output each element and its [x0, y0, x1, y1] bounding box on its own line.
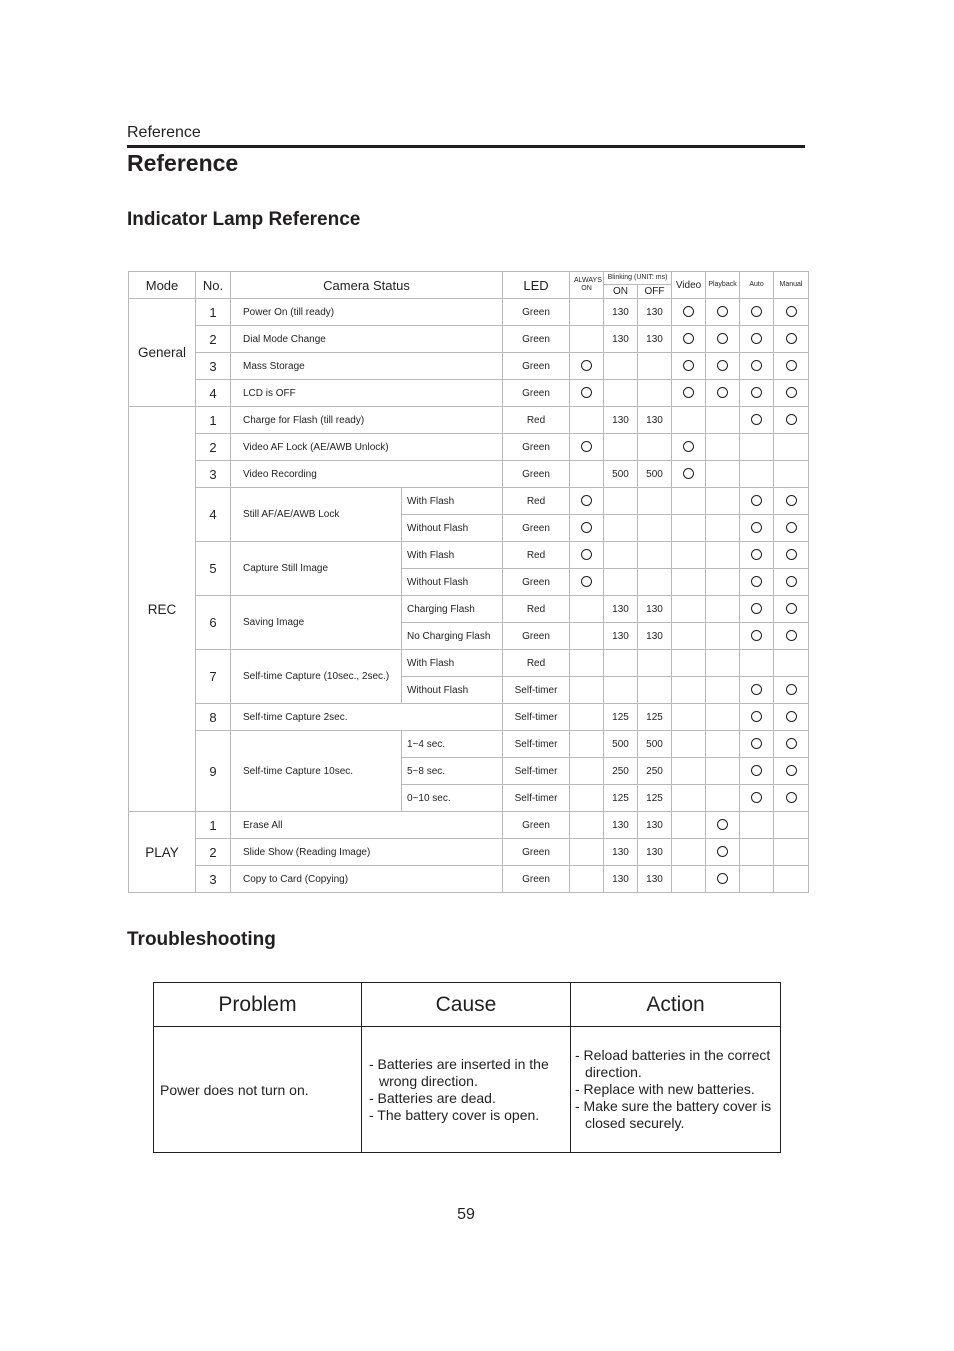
col-manual: Manual: [774, 272, 809, 299]
circle-icon: [717, 360, 728, 371]
row-led: Green: [503, 461, 570, 488]
row-no: 1: [196, 299, 231, 326]
row-led: Green: [503, 839, 570, 866]
row-led: Red: [503, 488, 570, 515]
row-no: 2: [196, 434, 231, 461]
circle-icon: [786, 576, 797, 587]
row-no: 8: [196, 704, 231, 731]
row-on: 500: [604, 461, 638, 488]
col-action: Action: [571, 983, 781, 1027]
circle-icon: [683, 387, 694, 398]
row-no: 4: [196, 380, 231, 407]
circle-icon: [786, 360, 797, 371]
circle-icon: [683, 468, 694, 479]
row-on: 130: [604, 407, 638, 434]
circle-icon: [581, 522, 592, 533]
row-no: 2: [196, 839, 231, 866]
row-on: 125: [604, 785, 638, 812]
row-status: Self-time Capture 2sec.: [231, 704, 503, 731]
circle-icon: [717, 846, 728, 857]
circle-icon: [751, 549, 762, 560]
circle-icon: [717, 306, 728, 317]
row-substatus: 0~10 sec.: [402, 785, 503, 812]
row-substatus: Without Flash: [402, 515, 503, 542]
col-auto: Auto: [740, 272, 774, 299]
circle-icon: [751, 792, 762, 803]
circle-icon: [786, 306, 797, 317]
row-status: Still AF/AE/AWB Lock: [231, 488, 402, 542]
row-status: Self-time Capture (10sec., 2sec.): [231, 650, 402, 704]
row-off: 130: [638, 596, 672, 623]
circle-icon: [683, 333, 694, 344]
circle-icon: [751, 495, 762, 506]
row-status: Charge for Flash (till ready): [231, 407, 503, 434]
circle-icon: [786, 711, 797, 722]
troubleshooting-heading: Troubleshooting: [127, 929, 276, 950]
table-row: [129, 812, 809, 839]
row-no: 1: [196, 407, 231, 434]
mode-play: PLAY: [129, 812, 196, 893]
row-led: Self-timer: [503, 731, 570, 758]
row-led: Red: [503, 407, 570, 434]
row-led: Green: [503, 353, 570, 380]
row-off: 500: [638, 731, 672, 758]
row-status: Copy to Card (Copying): [231, 866, 503, 893]
col-on: ON: [604, 285, 638, 299]
row-on: 130: [604, 812, 638, 839]
row-led: Red: [503, 650, 570, 677]
circle-icon: [786, 738, 797, 749]
circle-icon: [751, 387, 762, 398]
row-no: 4: [196, 488, 231, 542]
col-always-on: ALWAYS ON: [570, 272, 604, 299]
row-status: Slide Show (Reading Image): [231, 839, 503, 866]
circle-icon: [786, 522, 797, 533]
circle-icon: [717, 387, 728, 398]
row-on: 130: [604, 623, 638, 650]
row-no: 7: [196, 650, 231, 704]
circle-icon: [786, 684, 797, 695]
row-led: Green: [503, 434, 570, 461]
action-item: - Reload batteries in the correct direction.: [575, 1047, 771, 1080]
table-row: [129, 461, 809, 488]
row-no: 9: [196, 731, 231, 812]
row-no: 1: [196, 812, 231, 839]
circle-icon: [786, 603, 797, 614]
table-row: [129, 839, 809, 866]
running-header: Reference: [127, 124, 201, 141]
table-header-row: [129, 272, 809, 285]
indicator-heading: Indicator Lamp Reference: [127, 209, 361, 230]
mode-general: General: [129, 299, 196, 407]
row-led: Green: [503, 326, 570, 353]
row-off: 130: [638, 839, 672, 866]
circle-icon: [751, 684, 762, 695]
circle-icon: [581, 495, 592, 506]
row-led: Green: [503, 380, 570, 407]
circle-icon: [683, 441, 694, 452]
row-status: Power On (till ready): [231, 299, 503, 326]
col-camera-status: Camera Status: [231, 272, 503, 299]
row-off: 125: [638, 704, 672, 731]
row-no: 3: [196, 866, 231, 893]
row-substatus: 1~4 sec.: [402, 731, 503, 758]
row-led: Self-timer: [503, 758, 570, 785]
action-item: - Make sure the battery cover is closed securely.: [575, 1098, 772, 1131]
row-status: Saving Image: [231, 596, 402, 650]
circle-icon: [751, 765, 762, 776]
circle-icon: [786, 414, 797, 425]
row-substatus: Without Flash: [402, 569, 503, 596]
table-row: [129, 299, 809, 326]
circle-icon: [786, 549, 797, 560]
row-substatus: No Charging Flash: [402, 623, 503, 650]
col-problem: Problem: [154, 983, 362, 1027]
circle-icon: [683, 360, 694, 371]
row-led: Green: [503, 866, 570, 893]
row-on: 130: [604, 299, 638, 326]
col-playback: Playback: [706, 272, 740, 299]
row-led: Green: [503, 299, 570, 326]
col-video: Video: [672, 272, 706, 299]
row-led: Green: [503, 515, 570, 542]
cause-cell: [362, 1027, 571, 1153]
row-no: 5: [196, 542, 231, 596]
circle-icon: [751, 576, 762, 587]
circle-icon: [786, 333, 797, 344]
circle-icon: [581, 576, 592, 587]
row-on: 130: [604, 866, 638, 893]
col-off: OFF: [638, 285, 672, 299]
row-status: Self-time Capture 10sec.: [231, 731, 402, 812]
page-number: 59: [457, 1206, 475, 1223]
cause-item: - The battery cover is open.: [369, 1106, 540, 1123]
row-on: 500: [604, 731, 638, 758]
row-status: Mass Storage: [231, 353, 503, 380]
col-mode: Mode: [129, 272, 196, 299]
row-status: Capture Still Image: [231, 542, 402, 596]
indicator-lamp-table: [128, 271, 809, 893]
col-cause: Cause: [362, 983, 571, 1027]
row-off: 130: [638, 299, 672, 326]
row-led: Self-timer: [503, 677, 570, 704]
circle-icon: [751, 306, 762, 317]
row-substatus: With Flash: [402, 542, 503, 569]
problem-cell: Power does not turn on.: [154, 1027, 362, 1153]
table-row: [129, 353, 809, 380]
row-on: 130: [604, 326, 638, 353]
circle-icon: [751, 630, 762, 641]
circle-icon: [581, 549, 592, 560]
row-substatus: With Flash: [402, 488, 503, 515]
table-row: [129, 542, 809, 569]
circle-icon: [581, 387, 592, 398]
row-on: 250: [604, 758, 638, 785]
table-row: [129, 596, 809, 623]
circle-icon: [751, 333, 762, 344]
circle-icon: [786, 765, 797, 776]
row-off: 130: [638, 326, 672, 353]
row-no: 3: [196, 461, 231, 488]
row-off: 130: [638, 812, 672, 839]
table-row: [129, 407, 809, 434]
circle-icon: [786, 495, 797, 506]
table-row: [129, 731, 809, 758]
row-status: LCD is OFF: [231, 380, 503, 407]
circle-icon: [717, 333, 728, 344]
col-no: No.: [196, 272, 231, 299]
row-substatus: 5~8 sec.: [402, 758, 503, 785]
col-blinking: Blinking (UNIT: ms): [604, 272, 672, 285]
circle-icon: [786, 387, 797, 398]
row-on: 125: [604, 704, 638, 731]
circle-icon: [581, 360, 592, 371]
cause-item: - Batteries are dead.: [369, 1089, 496, 1106]
header-rule: [127, 145, 805, 148]
circle-icon: [751, 738, 762, 749]
action-item: - Replace with new batteries.: [575, 1081, 755, 1097]
row-status: Dial Mode Change: [231, 326, 503, 353]
table-row: [129, 434, 809, 461]
circle-icon: [581, 441, 592, 452]
cause-item: - Batteries are inserted in the wrong direction.: [369, 1055, 549, 1089]
row-on: 130: [604, 839, 638, 866]
table-row: [129, 866, 809, 893]
circle-icon: [717, 873, 728, 884]
row-off: 500: [638, 461, 672, 488]
circle-icon: [786, 792, 797, 803]
row-led: Self-timer: [503, 704, 570, 731]
row-led: Red: [503, 542, 570, 569]
row-off: 125: [638, 785, 672, 812]
row-off: 130: [638, 623, 672, 650]
circle-icon: [751, 711, 762, 722]
table-row: [129, 488, 809, 515]
table-row: [129, 326, 809, 353]
mode-rec: REC: [129, 407, 196, 812]
circle-icon: [751, 522, 762, 533]
row-on: 130: [604, 596, 638, 623]
circle-icon: [717, 819, 728, 830]
table-row: [129, 704, 809, 731]
col-led: LED: [503, 272, 570, 299]
circle-icon: [751, 360, 762, 371]
row-off: 130: [638, 866, 672, 893]
row-status: Video Recording: [231, 461, 503, 488]
circle-icon: [751, 414, 762, 425]
row-no: 3: [196, 353, 231, 380]
row-off: 250: [638, 758, 672, 785]
row-led: Red: [503, 596, 570, 623]
page-title: Reference: [127, 150, 239, 176]
table-row: [129, 650, 809, 677]
action-cell: [571, 1027, 781, 1153]
circle-icon: [683, 306, 694, 317]
row-led: Green: [503, 812, 570, 839]
row-substatus: Without Flash: [402, 677, 503, 704]
circle-icon: [786, 630, 797, 641]
row-led: Self-timer: [503, 785, 570, 812]
row-substatus: Charging Flash: [402, 596, 503, 623]
row-status: Erase All: [231, 812, 503, 839]
row-status: Video AF Lock (AE/AWB Unlock): [231, 434, 503, 461]
row-off: 130: [638, 407, 672, 434]
circle-icon: [751, 603, 762, 614]
table-row: [129, 380, 809, 407]
row-no: 6: [196, 596, 231, 650]
row-no: 2: [196, 326, 231, 353]
row-led: Green: [503, 623, 570, 650]
row-substatus: With Flash: [402, 650, 503, 677]
troubleshooting-table: [153, 982, 781, 1153]
row-led: Green: [503, 569, 570, 596]
